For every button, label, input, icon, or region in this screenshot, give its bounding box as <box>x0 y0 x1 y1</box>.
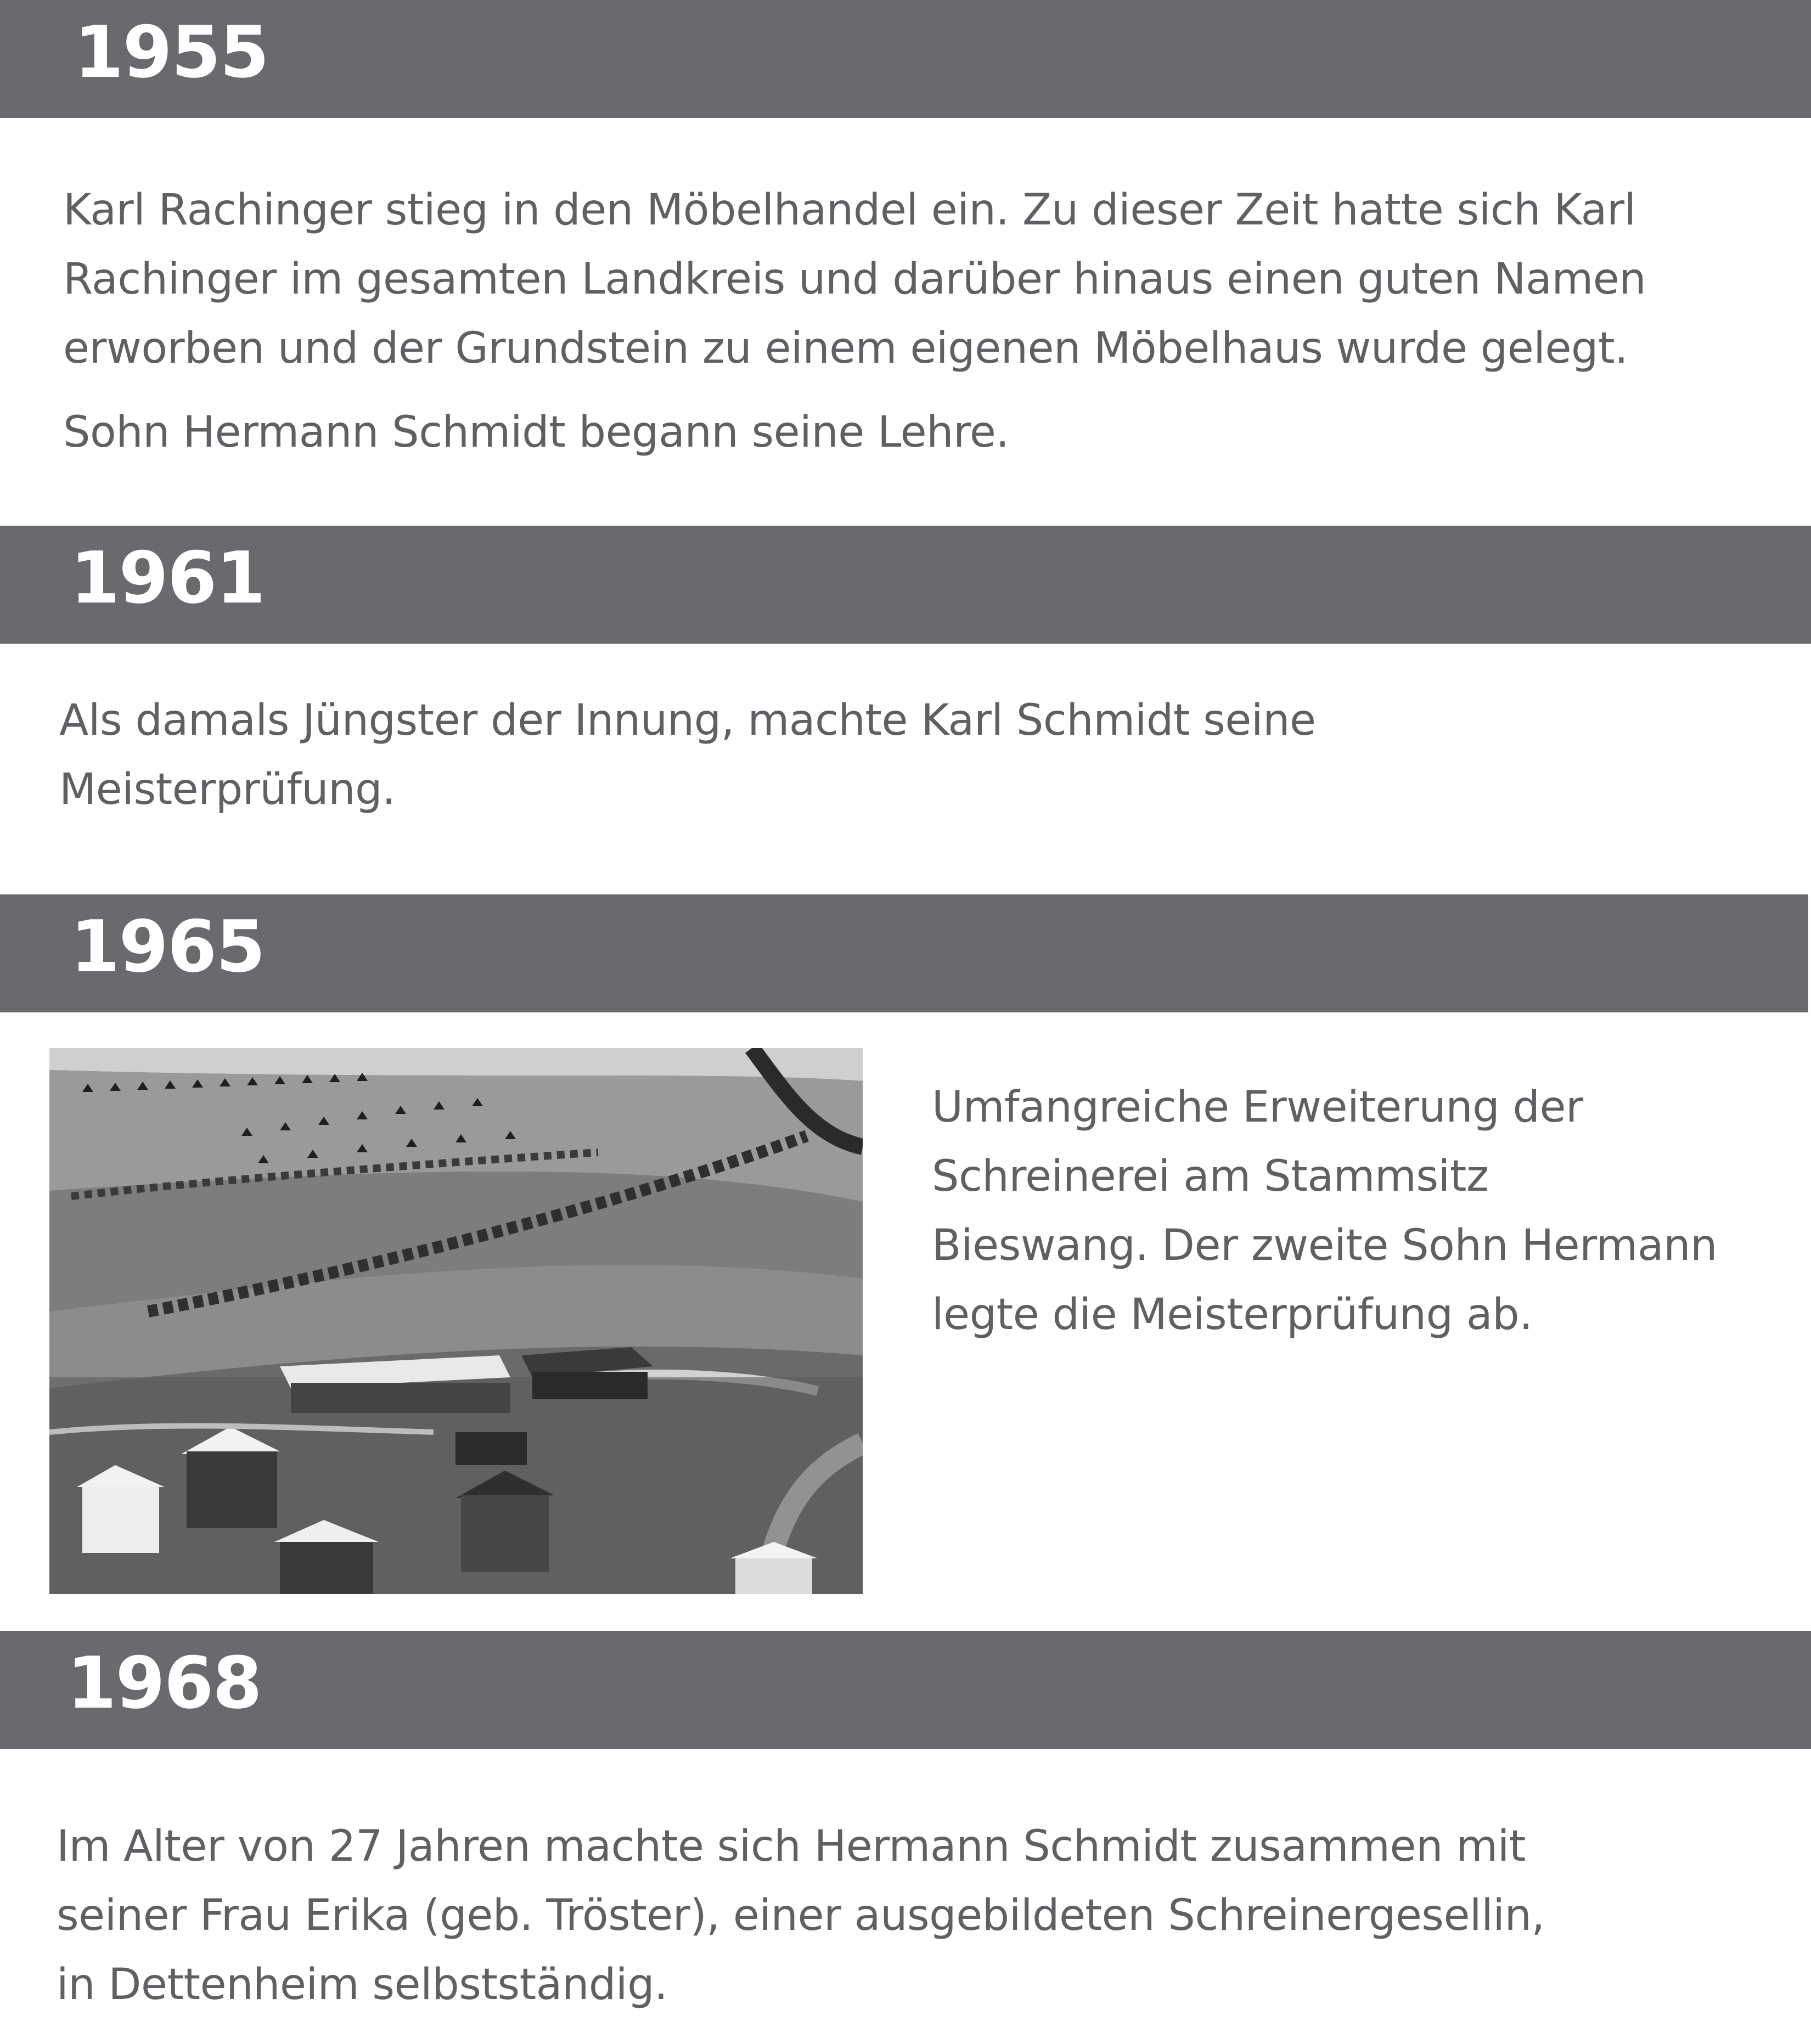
paragraph-1968 <box>57 1812 1545 2019</box>
paragraph-1955 <box>63 176 1646 383</box>
year-bar-1965 <box>0 894 1808 1012</box>
year-heading-1965: 1965 <box>70 905 265 988</box>
paragraph-1961 <box>59 686 1316 824</box>
paragraph-line: Meisterprüfung. <box>59 765 396 814</box>
year-heading-1968: 1968 <box>67 1641 261 1725</box>
year-bar-1968 <box>0 1631 1811 1749</box>
paragraph-line: seiner Frau Erika (geb. Tröster), einer ausgebildeten Schreinergesellin, <box>57 1891 1545 1940</box>
paragraph-line: in Dettenheim selbstständig. <box>57 1960 668 2009</box>
paragraph-line: erworben und der Grundstein zu einem eigenen Möbelhaus wurde gelegt. <box>63 324 1628 373</box>
paragraph-line: Sohn Hermann Schmidt begann seine Lehre. <box>63 408 1009 457</box>
year-bar-1961 <box>0 526 1811 644</box>
paragraph-1965 <box>932 1073 1717 1349</box>
year-heading-1955: 1955 <box>74 10 268 94</box>
paragraph-line: Im Alter von 27 Jahren machte sich Hermann Schmidt zusammen mit <box>57 1822 1526 1871</box>
paragraph-line: Rachinger im gesamten Landkreis und darüber hinaus einen guten Namen <box>63 255 1646 304</box>
aerial-photo-bieswang <box>49 1048 863 1594</box>
year-bar-1955 <box>0 0 1811 118</box>
paragraph-line: Schreinerei am Stammsitz <box>932 1152 1489 1201</box>
paragraph-line: Umfangreiche Erweiterung der <box>932 1083 1583 1132</box>
paragraph-1955-extra <box>63 398 1009 467</box>
year-heading-1961: 1961 <box>70 536 265 620</box>
paragraph-line: Karl Rachinger stieg in den Möbelhandel ein. Zu dieser Zeit hatte sich Karl <box>63 185 1636 235</box>
aerial-photo-illustration <box>49 1048 863 1594</box>
paragraph-line: legte die Meisterprüfung ab. <box>932 1290 1533 1339</box>
paragraph-line: Bieswang. Der zweite Sohn Hermann <box>932 1221 1717 1270</box>
paragraph-line: Als damals Jüngster der Innung, machte Karl Schmidt seine <box>59 696 1316 745</box>
